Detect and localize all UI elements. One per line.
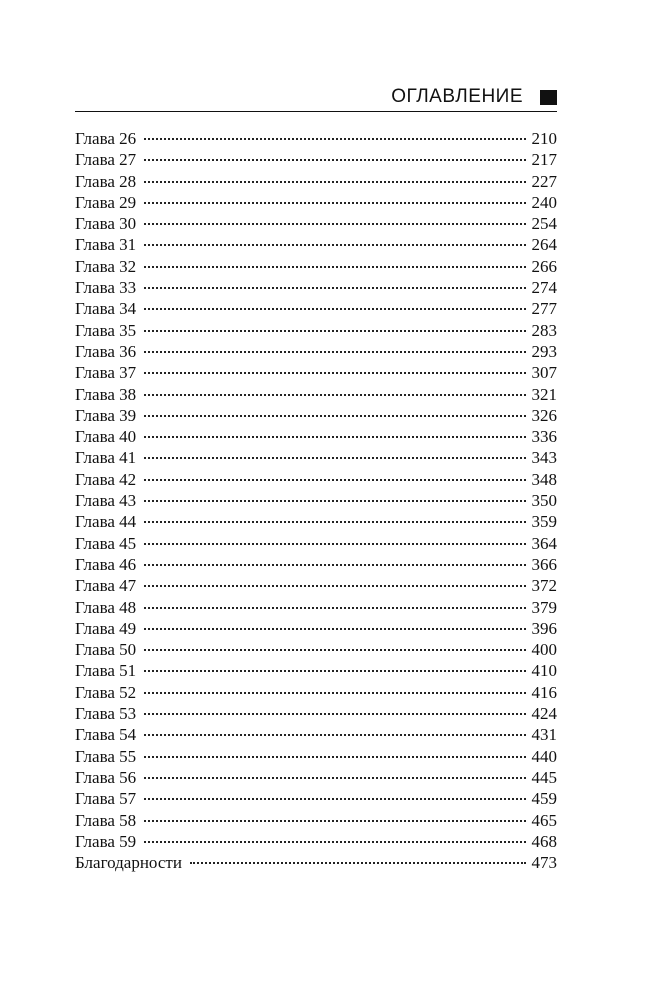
dot-leader [144,351,525,353]
toc-entry-page-number: 410 [531,661,557,681]
dot-leader [144,266,525,268]
toc-entry-page-number: 277 [531,299,557,319]
toc-entry-page-number: 240 [531,192,557,212]
dot-leader [144,244,525,246]
toc-entry-label: Глава 35 [75,320,137,340]
dot-leader [144,159,525,161]
toc-entry-page-number: 400 [531,640,557,660]
toc-entry-page-number: 210 [531,129,557,148]
toc-entry [75,447,557,468]
toc-entry-label: Глава 39 [75,405,137,425]
dot-leader [144,138,525,140]
toc-entry-label: Глава 33 [75,278,137,298]
toc-entry [75,788,557,809]
toc-entry-label: Глава 44 [75,512,137,532]
toc-entry-page-number: 445 [531,767,557,787]
dot-leader [190,862,526,864]
dot-leader [144,457,525,459]
toc-entry [75,149,557,170]
toc-entry [75,320,557,341]
dot-leader [144,223,525,225]
toc-entry-label: Глава 49 [75,618,137,638]
toc-entry-page-number: 465 [531,810,557,830]
dot-leader [144,564,525,566]
toc-entry-page-number: 283 [531,320,557,340]
toc-entry [75,256,557,277]
toc-entry-page-number: 366 [531,554,557,574]
toc-entry-label: Глава 59 [75,831,137,851]
dot-leader [144,628,525,630]
toc-entry-page-number: 217 [531,150,557,170]
toc-entry-label: Глава 32 [75,256,137,276]
dot-leader [144,692,525,694]
toc-entry-label: Глава 45 [75,533,137,553]
toc-entry [75,767,557,788]
dot-leader [144,436,525,438]
toc-entry-label: Глава 41 [75,448,137,468]
toc-entry-label: Глава 53 [75,704,137,724]
dot-leader [144,756,525,758]
toc-entry-label: Глава 42 [75,469,137,489]
toc-entry [75,703,557,724]
dot-leader [144,820,525,822]
toc-entry [75,554,557,575]
dot-leader [144,372,525,374]
toc-entry-label: Глава 36 [75,341,137,361]
toc-entry-label: Глава 26 [75,129,137,148]
toc-entry-label: Глава 30 [75,214,137,234]
toc-entry [75,597,557,618]
toc-entry-page-number: 379 [531,597,557,617]
toc-entry-page-number: 416 [531,682,557,702]
toc-entry-page-number: 336 [531,427,557,447]
dot-leader [144,181,525,183]
toc-entry [75,724,557,745]
page-header [75,84,557,112]
dot-leader [144,287,525,289]
dot-leader [144,649,525,651]
toc-entry-label: Глава 37 [75,363,137,383]
toc-entry-label: Глава 57 [75,789,137,809]
dot-leader [144,415,525,417]
toc-entry-page-number: 254 [531,214,557,234]
toc-entry [75,469,557,490]
dot-leader [144,607,525,609]
toc-entry-label: Глава 43 [75,491,137,511]
toc-entry-page-number: 293 [531,341,557,361]
toc-entry-page-number: 372 [531,576,557,596]
toc-entry [75,618,557,639]
toc-entry-label: Глава 52 [75,682,137,702]
dot-leader [144,202,525,204]
toc-entry [75,426,557,447]
square-marker-icon [540,90,557,105]
toc-entry-page-number: 307 [531,363,557,383]
toc-entry-label: Благодарности [75,853,182,873]
toc-entry [75,362,557,383]
toc-entry-label: Глава 51 [75,661,137,681]
toc-entry-page-number: 350 [531,491,557,511]
table-of-contents [75,128,557,873]
toc-entry [75,192,557,213]
toc-entry-page-number: 468 [531,831,557,851]
toc-entry-page-number: 266 [531,256,557,276]
toc-entry-page-number: 473 [531,853,557,873]
toc-entry-page-number: 264 [531,235,557,255]
toc-entry [75,660,557,681]
dot-leader [144,330,525,332]
toc-entry-page-number: 364 [531,533,557,553]
toc-entry-page-number: 343 [531,448,557,468]
dot-leader [144,841,525,843]
toc-entry-label: Глава 48 [75,597,137,617]
toc-entry [75,810,557,831]
toc-entry [75,171,557,192]
toc-entry-page-number: 424 [531,704,557,724]
toc-entry [75,831,557,852]
toc-entry-label: Глава 28 [75,171,137,191]
toc-entry [75,533,557,554]
dot-leader [144,777,525,779]
toc-entry [75,234,557,255]
toc-entry-label: Глава 29 [75,192,137,212]
toc-entry [75,277,557,298]
toc-entry [75,128,557,149]
toc-entry [75,341,557,362]
dot-leader [144,543,525,545]
toc-entry [75,682,557,703]
toc-entry [75,213,557,234]
toc-entry-label: Глава 40 [75,427,137,447]
toc-entry-page-number: 440 [531,746,557,766]
toc-entry-page-number: 396 [531,618,557,638]
toc-entry [75,405,557,426]
dot-leader [144,734,525,736]
dot-leader [144,521,525,523]
toc-entry-label: Глава 55 [75,746,137,766]
toc-entry-label: Глава 38 [75,384,137,404]
dot-leader [144,479,525,481]
toc-entry-page-number: 321 [531,384,557,404]
toc-entry-page-number: 227 [531,171,557,191]
toc-entry-page-number: 348 [531,469,557,489]
toc-entry [75,575,557,596]
toc-entry-label: Глава 56 [75,767,137,787]
toc-entry-page-number: 326 [531,405,557,425]
dot-leader [144,713,525,715]
toc-entry [75,511,557,532]
toc-entry [75,852,557,873]
dot-leader [144,670,525,672]
toc-entry-page-number: 274 [531,278,557,298]
toc-entry [75,384,557,405]
toc-entry-label: Глава 47 [75,576,137,596]
header-divider [75,111,557,112]
dot-leader [144,500,525,502]
toc-entry-label: Глава 54 [75,725,137,745]
dot-leader [144,798,525,800]
toc-entry-label: Глава 31 [75,235,137,255]
toc-entry [75,639,557,660]
toc-entry-label: Глава 50 [75,640,137,660]
toc-entry-page-number: 359 [531,512,557,532]
toc-entry [75,490,557,511]
toc-entry-label: Глава 27 [75,150,137,170]
dot-leader [144,308,525,310]
dot-leader [144,585,525,587]
toc-entry-label: Глава 46 [75,554,137,574]
toc-entry-page-number: 459 [531,789,557,809]
page-title: ОГЛАВЛЕНИЕ [391,86,523,107]
toc-entry [75,746,557,767]
toc-entry-label: Глава 34 [75,299,137,319]
toc-entry-page-number: 431 [531,725,557,745]
toc-entry [75,298,557,319]
dot-leader [144,394,525,396]
toc-entry-label: Глава 58 [75,810,137,830]
